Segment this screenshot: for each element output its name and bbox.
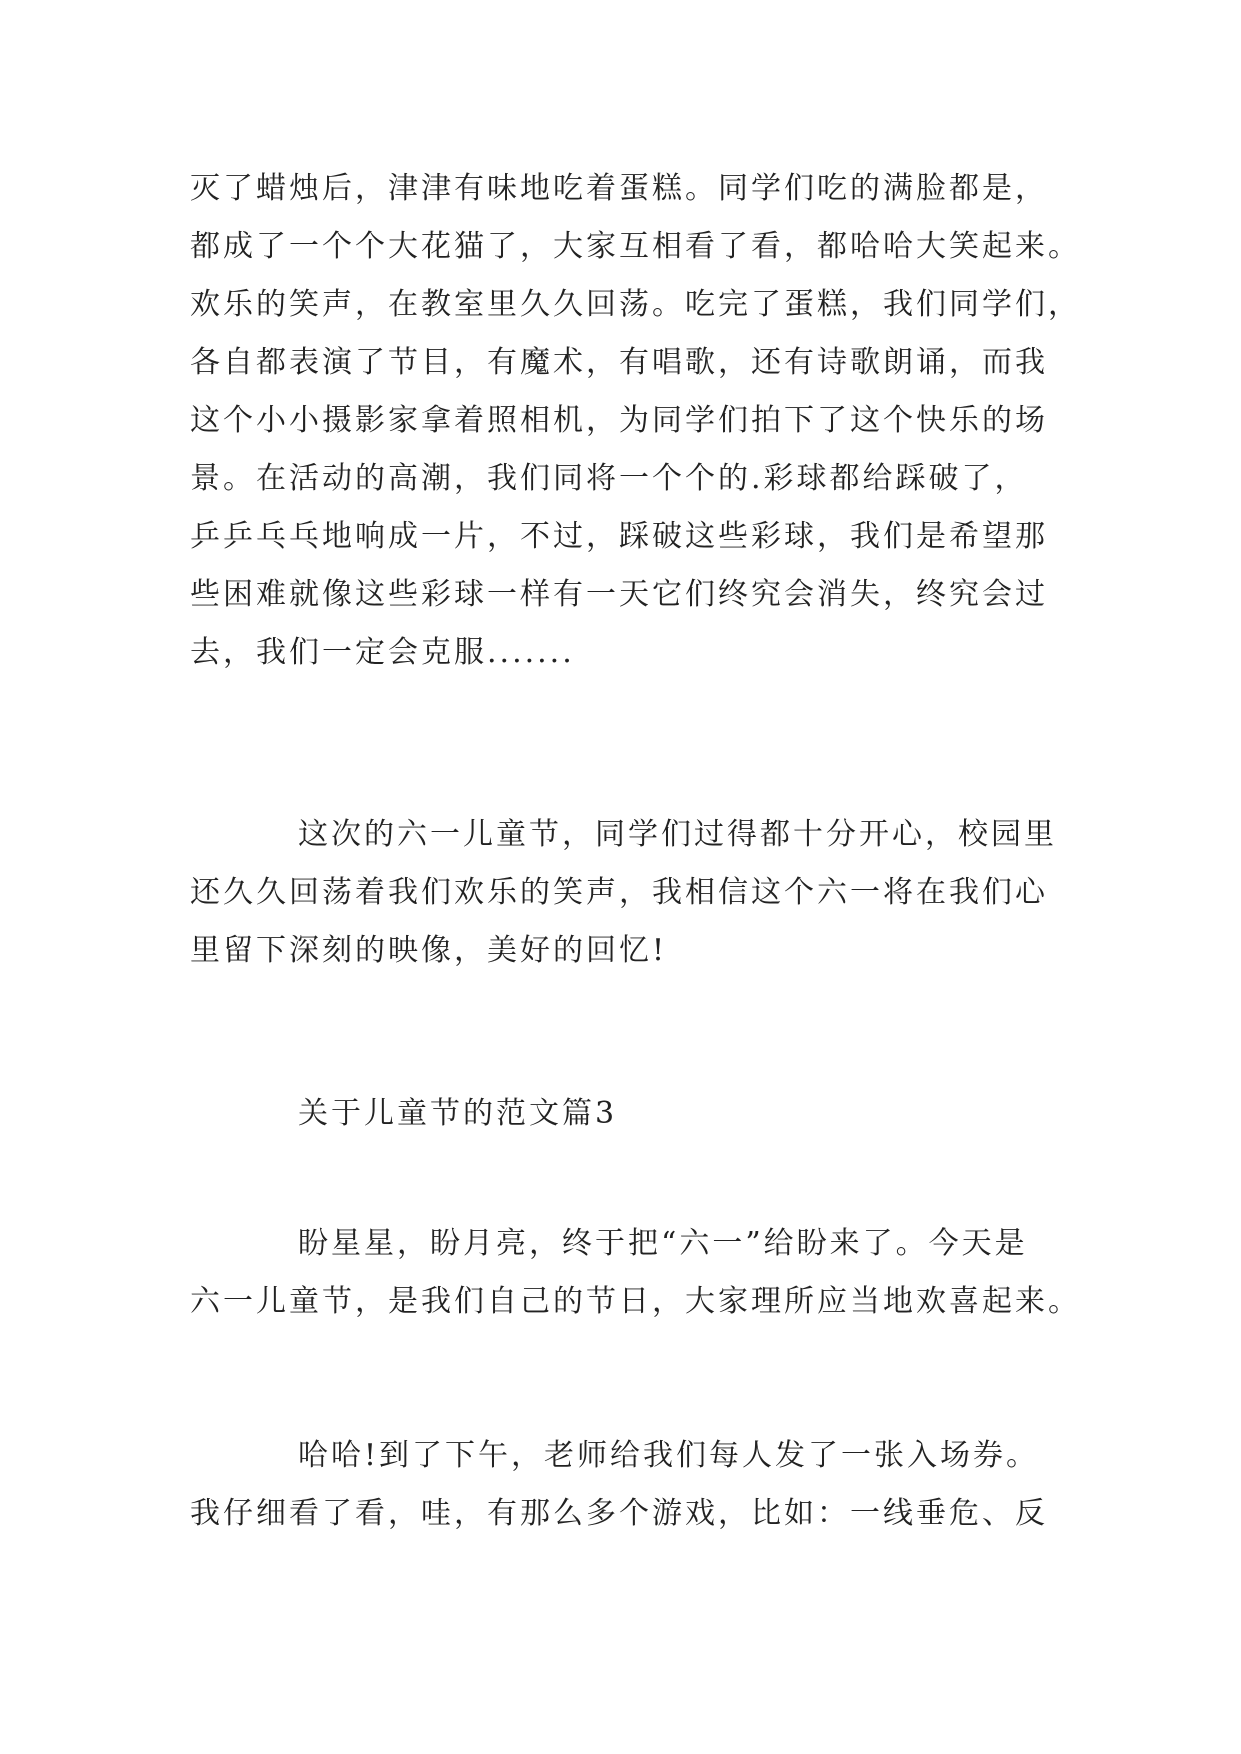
text-line: 六一儿童节，是我们自己的节日，大家理所应当地欢喜起来。 [190, 1284, 1081, 1319]
text-line: 都成了一个个大花猫了，大家互相看了看，都哈哈大笑起来。 [190, 229, 1081, 264]
text-line: 些困难就像这些彩球一样有一天它们终究会消失，终究会过 [190, 577, 1048, 612]
text-line: 盼星星，盼月亮，终于把“六一”给盼来了。今天是 [298, 1226, 1028, 1261]
text-line: 我仔细看了看，哇，有那么多个游戏，比如：一线垂危、反 [190, 1496, 1048, 1531]
text-line: 欢乐的笑声，在教室里久久回荡。吃完了蛋糕，我们同学们， [190, 287, 1081, 322]
text-line: 灭了蜡烛后，津津有味地吃着蛋糕。同学们吃的满脸都是， [190, 171, 1048, 206]
text-line: 里留下深刻的映像，美好的回忆! [190, 933, 668, 968]
text-line: 这次的六一儿童节，同学们过得都十分开心，校园里 [298, 817, 1057, 852]
text-line: 这个小小摄影家拿着照相机，为同学们拍下了这个快乐的场 [190, 403, 1048, 438]
text-line: 去，我们一定会克服....... [190, 635, 575, 670]
paragraph [190, 806, 1070, 980]
text-line: 哈哈!到了下午，老师给我们每人发了一张入场券。 [298, 1438, 1040, 1473]
paragraph [190, 160, 1081, 682]
heading-text: 关于儿童节的范文篇3 [298, 1096, 618, 1131]
text-line: 各自都表演了节目，有魔术，有唱歌，还有诗歌朗诵，而我 [190, 345, 1048, 380]
text-line: 景。在活动的高潮，我们同将一个个的.彩球都给踩破了， [190, 461, 1028, 496]
paragraph [190, 1215, 1081, 1331]
text-line: 还久久回荡着我们欢乐的笑声，我相信这个六一将在我们心 [190, 875, 1048, 910]
text-line: 乒乒乓乓地响成一片，不过，踩破这些彩球，我们是希望那 [190, 519, 1048, 554]
section-heading [190, 1085, 1070, 1143]
paragraph [190, 1427, 1070, 1543]
